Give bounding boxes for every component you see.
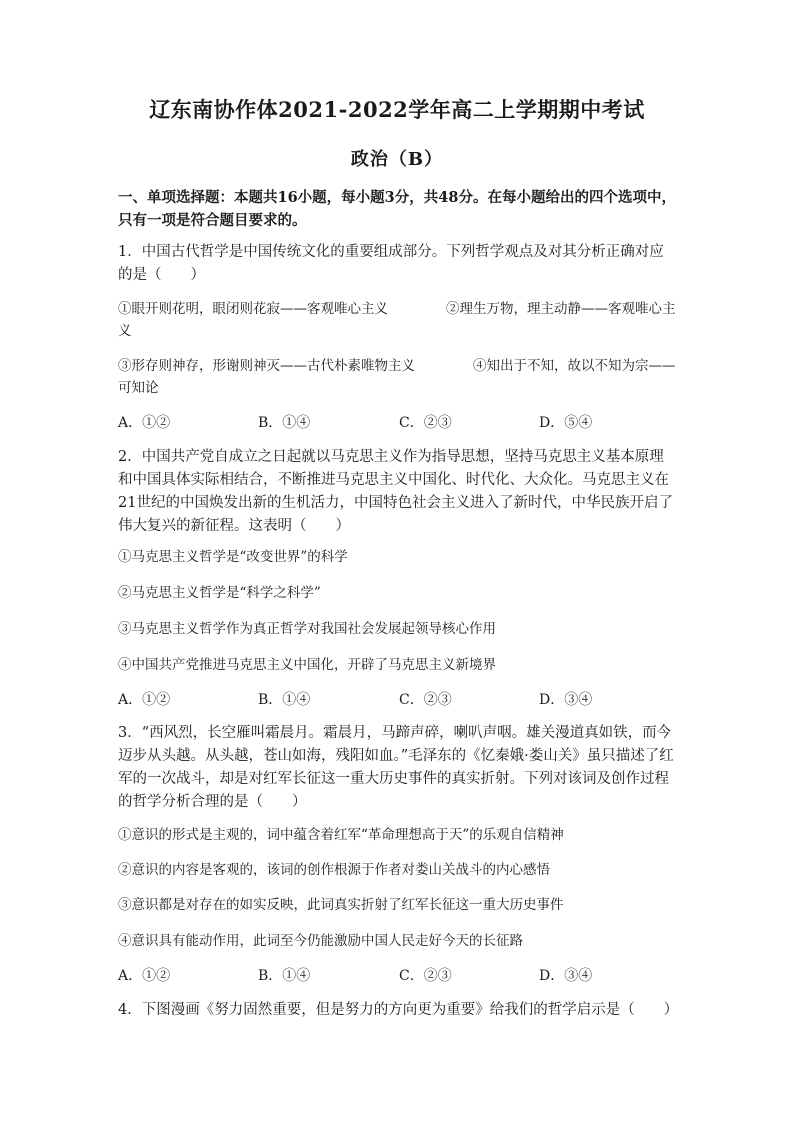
choice-c[interactable]: C．②③ (399, 968, 452, 984)
choice-a[interactable]: A．①② (118, 968, 171, 984)
question-2-statement-1: ①马克思主义哲学是“改变世界”的科学 (118, 549, 348, 565)
statement-1: ①眼开则花明，眼闭则花寂——客观唯心主义 (118, 301, 388, 317)
question-3-stem: 3．“西风烈，长空雁叫霜晨月。霜晨月，马蹄声碎，喇叭声咽。雄关漫道真如铁，而今迈步从头越。从头越，苍山如海，残阳如血。”毛泽东的《忆秦娥·娄山关》虽只描述了红军的一次战斗，却是对红军长征这一重大历史事件的真实折射。下列对该词及创作过程的哲学分析合理的是（ ） (118, 725, 674, 810)
choice-d[interactable]: D．⑤④ (539, 415, 593, 431)
question-2-statement-4: ④中国共产党推进马克思主义中国化，开辟了马克思主义新境界 (118, 657, 496, 673)
statement-2: ②理生万物，理主动静——客观唯心主义 (118, 301, 676, 339)
question-1-statement-row-1 (118, 298, 678, 342)
question-3-statement-2: ②意识的内容是客观的，该词的创作根源于作者对娄山关战斗的内心感悟 (118, 862, 550, 878)
question-3-statement-4: ④意识具有能动作用，此词至今仍能激励中国人民走好今天的长征路 (118, 933, 523, 949)
question-2-choices (118, 689, 678, 711)
section-heading: 一、单项选择题：本题共16小题，每小题3分，共48分。在每小题给出的四个选项中，只有一项是符合题目要求的。 (118, 189, 676, 229)
question-2-stem: 2．中国共产党自成立之日起就以马克思主义作为指导思想，坚持马克思主义基本原理和中国具体实际相结合，不断推进马克思主义中国化、时代化、大众化。马克思主义在21世纪的中国焕发出新的生机活力，中国特色社会主义进入了新时代，中华民族开启了伟大复兴的新征程。这表明（ ） (118, 449, 673, 534)
choice-b[interactable]: B．①④ (258, 415, 311, 431)
page-title: 辽东南协作体2021-2022学年高二上学期期中考试 (149, 97, 645, 122)
choice-d[interactable]: D．③④ (539, 692, 593, 708)
choice-c[interactable]: C．②③ (399, 692, 452, 708)
choice-a[interactable]: A．①② (118, 415, 171, 431)
statement-3: ③形存则神存，形谢则神灭——古代朴素唯物主义 (118, 358, 415, 374)
question-3-statement-1: ①意识的形式是主观的，词中蕴含着红军“革命理想高于天”的乐观自信精神 (118, 827, 564, 843)
question-4-stem: 4．下图漫画《努力固然重要，但是努力的方向更为重要》给我们的哲学启示是（ ） (118, 1002, 679, 1018)
choice-b[interactable]: B．①④ (258, 968, 311, 984)
question-1-choices (118, 412, 678, 434)
question-1-stem: 1．中国古代哲学是中国传统文化的重要组成部分。下列哲学观点及对其分析正确对应的是（ ） (118, 244, 664, 283)
choice-b[interactable]: B．①④ (258, 692, 311, 708)
question-3-choices (118, 965, 678, 987)
choice-a[interactable]: A．①② (118, 692, 171, 708)
question-1-statement-row-2 (118, 355, 678, 399)
statement-4: ④知出于不知，故以不知为宗——可知论 (118, 358, 676, 396)
question-2-statement-2: ②马克思主义哲学是“科学之科学” (118, 585, 321, 601)
page-subtitle: 政治（B） (350, 149, 444, 170)
choice-d[interactable]: D．③④ (539, 968, 593, 984)
choice-c[interactable]: C．②③ (399, 415, 452, 431)
question-2-statement-3: ③马克思主义哲学作为真正哲学对我国社会发展起领导核心作用 (118, 621, 496, 637)
question-3-statement-3: ③意识都是对存在的如实反映，此词真实折射了红军长征这一重大历史事件 (118, 897, 564, 913)
